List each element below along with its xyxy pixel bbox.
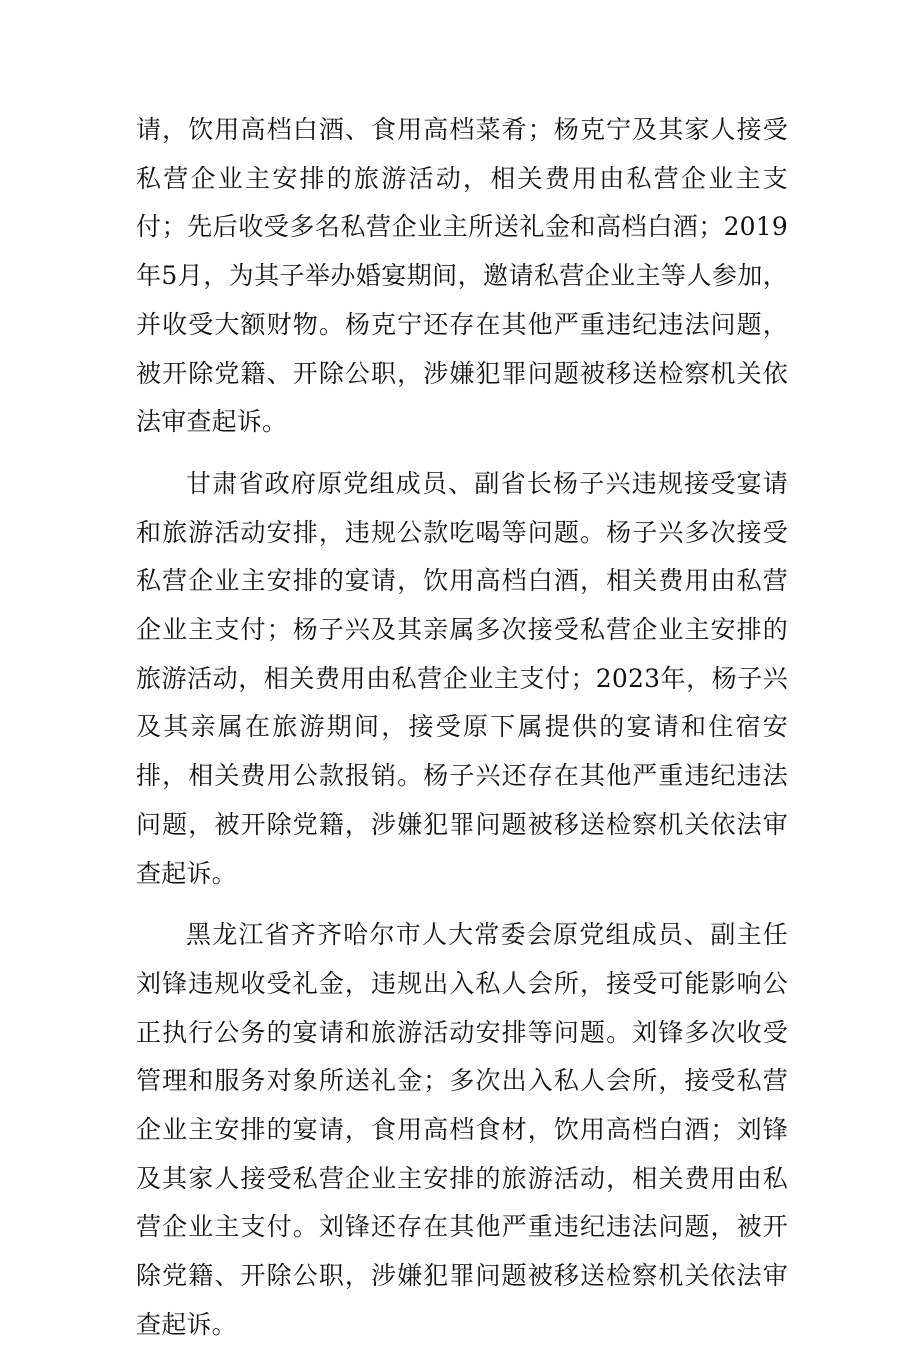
paragraph-yang-zixing: 甘肃省政府原党组成员、副省长杨子兴违规接受宴请和旅游活动安排，违规公款吃喝等问题。杨子兴多次接受私营企业主安排的宴请，饮用高档白酒，相关费用由私营企业主支付；杨子兴及其亲属多次接受私营企业主安排的旅游活动，相关费用由私营企业主支付；2023年，杨子兴及其亲属在旅游期间，接受原下属提供的宴请和住宿安排，相关费用公款报销。杨子兴还存在其他严重违纪违法问题，被开除党籍，涉嫌犯罪问题被移送检察机关依法审查起诉。 xyxy=(136,468,788,888)
paragraph-liu-feng: 黑龙江省齐齐哈尔市人大常委会原党组成员、副主任刘锋违规收受礼金，违规出入私人会所，接受可能影响公正执行公务的宴请和旅游活动安排等问题。刘锋多次收受管理和服务对象所送礼金；多次出入私人会所，接受私营企业主安排的宴请，食用高档食材，饮用高档白酒；刘锋及其家人接受私营企业主安排的旅游活动，相关费用由私营企业主支付。刘锋还存在其他严重违纪违法问题，被开除党籍、开除公职，涉嫌犯罪问题被移送检察机关依法审查起诉。 xyxy=(136,920,788,1339)
paragraph-yang-kening-continued: 请，饮用高档白酒、食用高档菜肴；杨克宁及其家人接受私营企业主安排的旅游活动，相关费用由私营企业主支付；先后收受多名私营企业主所送礼金和高档白酒；2019年5月，为其子举办婚宴期间，邀请私营企业主等人参加，并收受大额财物。杨克宁还存在其他严重违纪违法问题，被开除党籍、开除公职，涉嫌犯罪问题被移送检察机关依法审查起诉。 xyxy=(136,115,788,437)
document-body xyxy=(136,106,788,1350)
